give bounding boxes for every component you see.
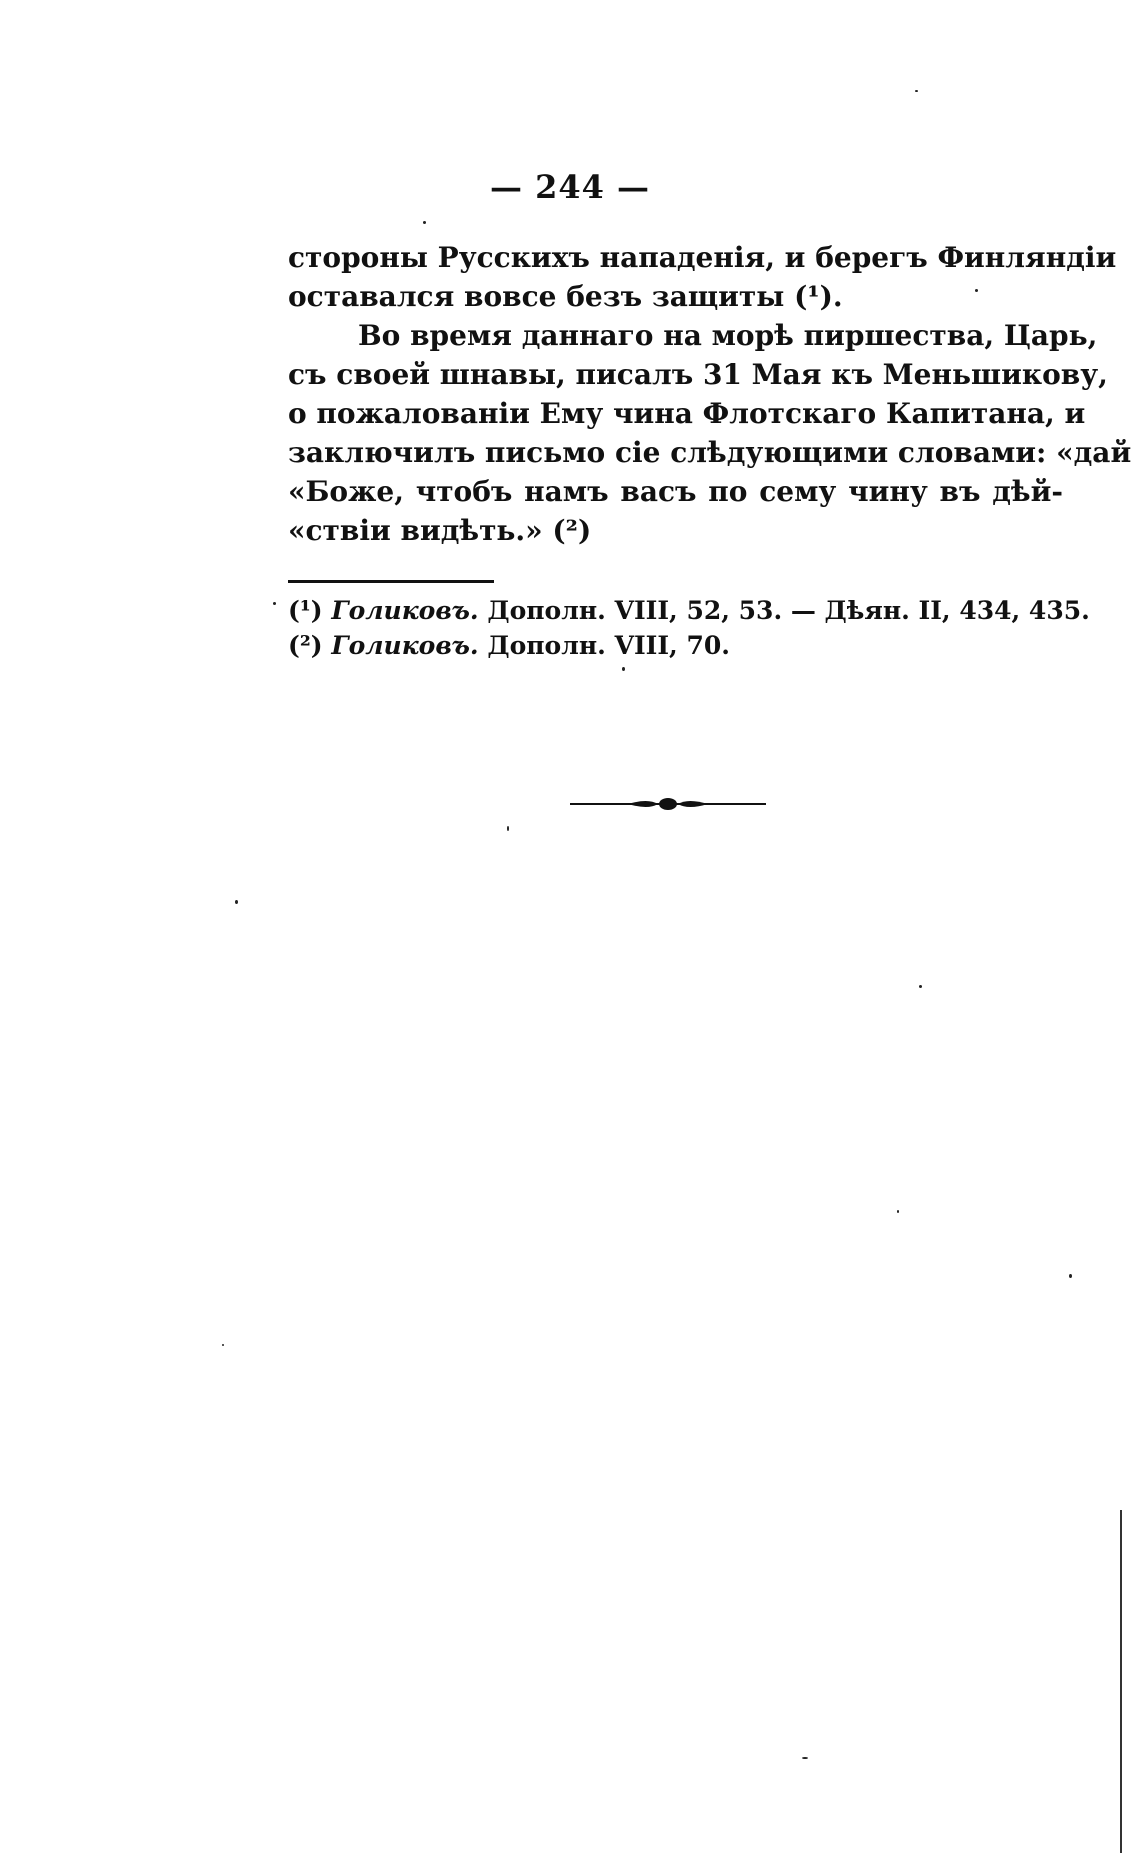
text-line: «Боже, чтобъ намъ васъ по сему чину въ дѣй- xyxy=(288,475,1063,508)
footnote-reference: Дополн. VIII, 70. xyxy=(487,631,730,660)
text-line: оставался вовсе безъ защиты (¹). xyxy=(288,280,843,313)
paper-speck xyxy=(919,985,922,988)
body-text xyxy=(288,238,1132,550)
paper-speck xyxy=(915,90,918,92)
text-line: о пожалованіи Ему чина Флотскаго Капитана, и xyxy=(288,397,1086,430)
paper-speck xyxy=(507,826,509,831)
footnote-marker: (²) xyxy=(288,631,323,660)
footnote-1 xyxy=(288,593,1090,628)
paper-speck xyxy=(222,1344,224,1346)
paper-speck xyxy=(273,602,276,605)
text-line: стороны Русскихъ нападенія, и берегъ Финляндіи xyxy=(288,241,1117,274)
footnote-2 xyxy=(288,628,1068,663)
scan-edge-line xyxy=(1120,1510,1122,1853)
footnote-reference: Дополн. VIII, 52, 53. — Дѣян. II, 434, 435. xyxy=(487,596,1090,625)
footnote-author: Голиковъ. xyxy=(331,596,479,625)
paper-speck xyxy=(975,289,978,292)
paper-speck xyxy=(897,1210,899,1213)
paper-speck xyxy=(622,667,625,671)
paper-speck xyxy=(1069,1274,1072,1278)
paper-speck xyxy=(423,221,426,224)
text-line: «ствіи видѣть.» (²) xyxy=(288,514,592,547)
footnote-marker: (¹) xyxy=(288,596,323,625)
end-ornament-icon xyxy=(570,796,766,812)
paper-speck xyxy=(235,900,238,904)
text-line: Во время даннаго на морѣ пиршества, Царь, xyxy=(358,319,1098,352)
text-line: заключилъ письмо сіе слѣдующими словами: «дай xyxy=(288,436,1132,469)
footnotes xyxy=(288,593,1090,663)
footnote-divider xyxy=(288,580,494,583)
paper-speck xyxy=(802,1757,808,1759)
text-line: съ своей шнавы, писалъ 31 Мая къ Меньшикову, xyxy=(288,358,1108,391)
page-number: — 244 — xyxy=(489,168,651,206)
footnote-author: Голиковъ. xyxy=(331,631,479,660)
